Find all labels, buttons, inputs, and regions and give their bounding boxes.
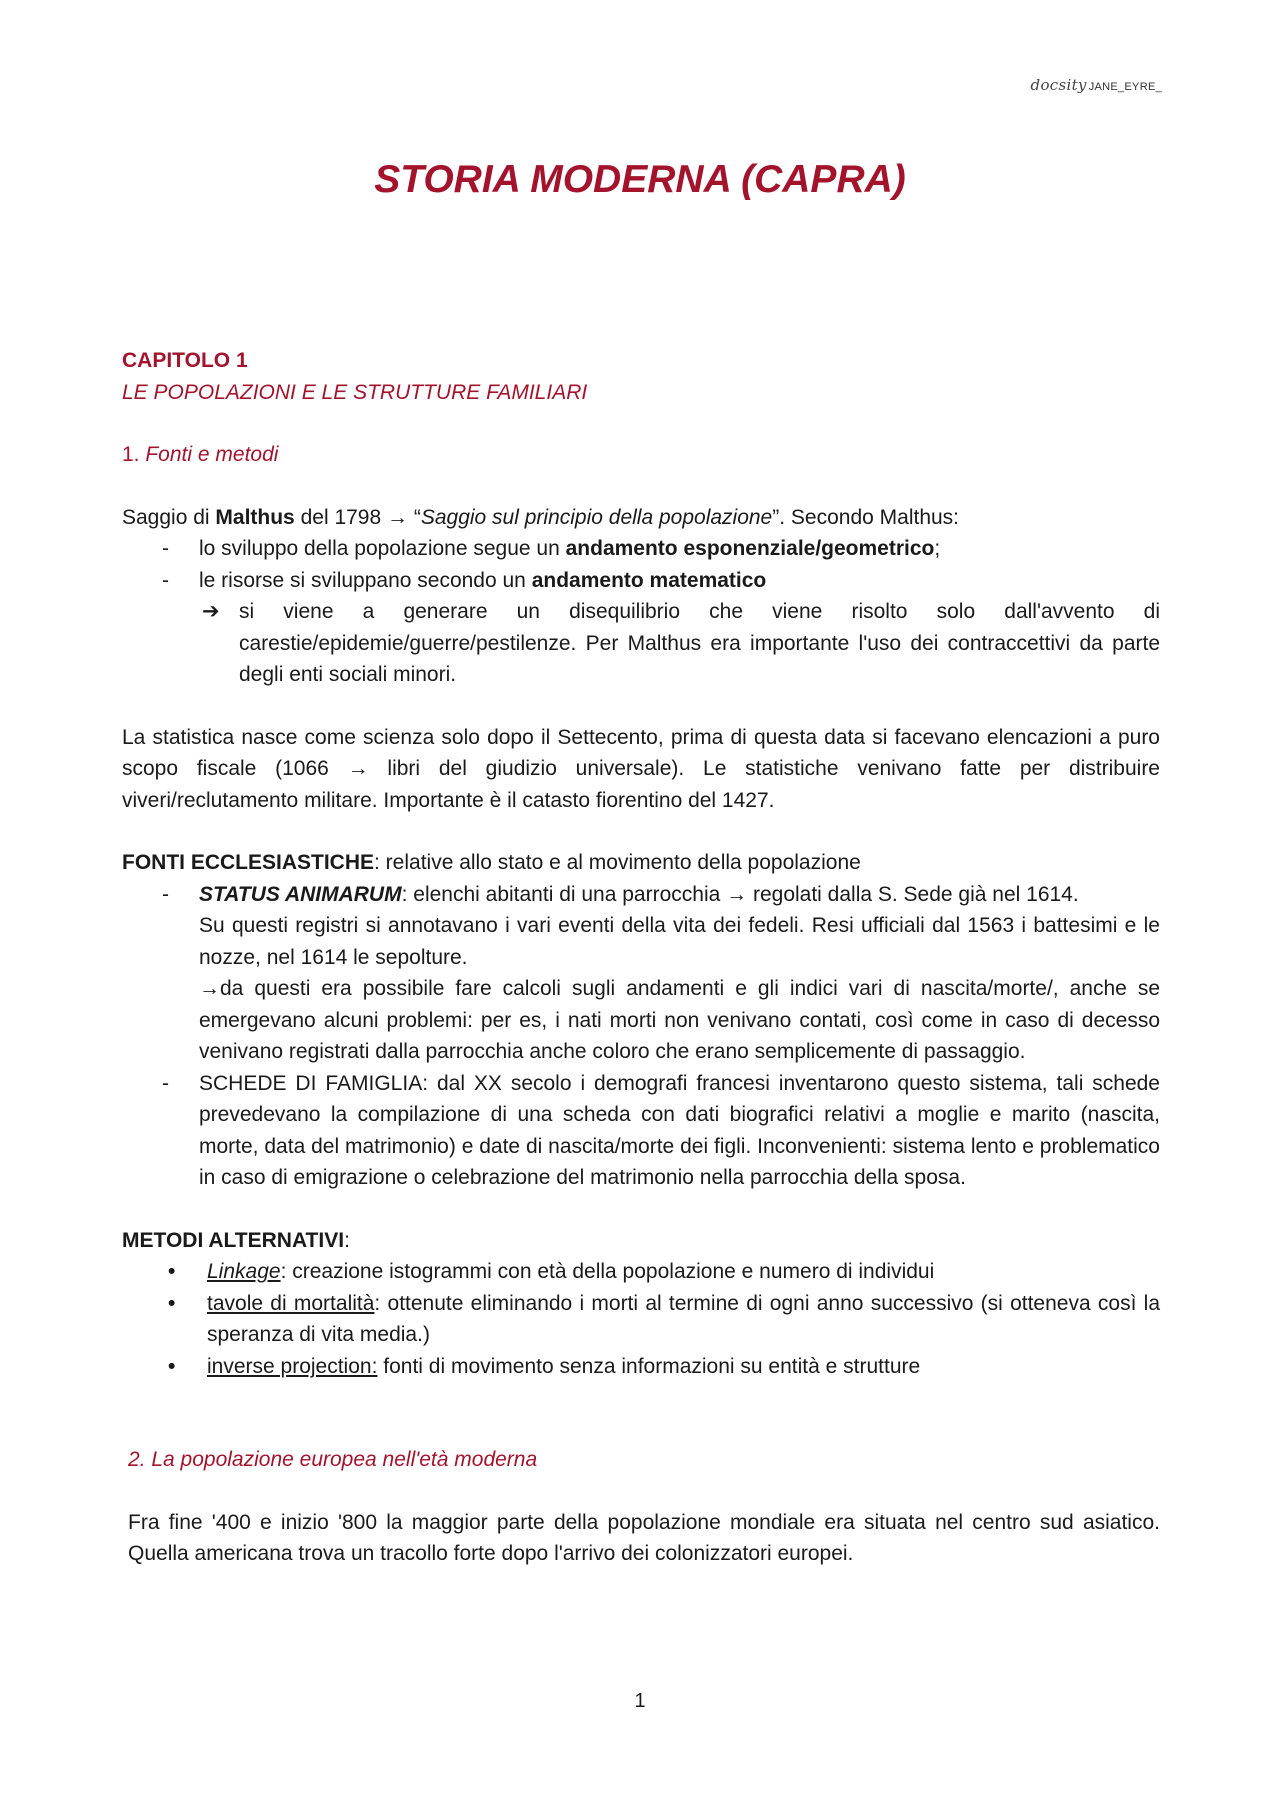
document-body bbox=[122, 345, 1160, 1570]
list-item: - SCHEDE DI FAMIGLIA: dal XX secolo i demografi francesi inventarono questo sistema, tali schede prevedevano la compilazione di una scheda con dati biografici relativi a moglie e marito (nascita, morte, data del matrimonio) e date di nascita/morte dei figli. Inconvenienti: sistema lento e problematico in caso di emigrazione o celebrazione del matrimonio nella parrocchia della sposa. bbox=[122, 1068, 1160, 1194]
document-title: STORIA MODERNA (CAPRA) bbox=[374, 158, 906, 201]
dash-marker: - bbox=[162, 537, 169, 560]
arrow-icon: ➔ bbox=[202, 600, 220, 623]
bullet-item: • Linkage: creazione istogrammi con età della popolazione e numero di individui bbox=[122, 1256, 1160, 1288]
bullet-icon: • bbox=[168, 1291, 176, 1315]
chapter-subtitle: LE POPOLAZIONI E LE STRUTTURE FAMILIARI bbox=[122, 380, 588, 404]
section-number: 1. bbox=[122, 443, 140, 466]
section-heading-2: 2. La popolazione europea nell'età moderna bbox=[128, 1448, 538, 1471]
docsity-logo bbox=[1031, 76, 1162, 94]
uploader-name: JANE_EYRE_ bbox=[1088, 81, 1162, 93]
malthus-paragraph: Saggio di Malthus del 1798 → “Saggio sul principio della popolazione”. Secondo Malthus: bbox=[122, 505, 960, 529]
dash-marker: - bbox=[162, 1071, 169, 1095]
sub-list-item: ➔ si viene a generare un disequilibrio che viene risolto solo dall'avvento di carestie/epidemie/guerre/pestilenze. Per Malthus era importante l'uso dei contraccettivi da parte degli enti sociali minori. bbox=[122, 596, 1160, 691]
dash-marker: - bbox=[162, 882, 169, 906]
population-paragraph: Fra fine '400 e inizio '800 la maggior parte della popolazione mondiale era situata nel centro sud asiatico. Quella americana trova un tracollo forte dopo l'arrivo dei colonizzatori europei. bbox=[128, 1510, 1160, 1565]
list-item: - le risorse si sviluppano secondo un andamento matematico bbox=[122, 565, 1160, 597]
chapter-label: CAPITOLO 1 bbox=[122, 349, 248, 372]
bullet-icon: • bbox=[168, 1354, 176, 1378]
fonti-heading: FONTI ECCLESIASTICHE: relative allo stato e al movimento della popolazione bbox=[122, 851, 861, 874]
bullet-item: • inverse projection: fonti di movimento senza informazioni su entità e strutture bbox=[122, 1351, 1160, 1383]
page-number: 1 bbox=[634, 1690, 646, 1712]
docsity-logo-mark: docsity bbox=[1030, 76, 1087, 94]
statistics-paragraph: La statistica nasce come scienza solo dopo il Settecento, prima di questa data si facevano elencazioni a puro scopo fiscale (1066 → libri del giudizio universale). Le statistiche venivano fatte per distribuire viveri/reclutamento militare. Importante è il catasto fiorentino del 1427. bbox=[122, 725, 1160, 812]
dash-marker: - bbox=[162, 568, 169, 592]
section-title: Fonti e metodi bbox=[145, 443, 279, 466]
list-item: - lo sviluppo della popolazione segue un andamento esponenziale/geometrico; bbox=[122, 533, 1160, 565]
list-item: - STATUS ANIMARUM: elenchi abitanti di una parrocchia → regolati dalla S. Sede già nel 1614. Su questi registri si annotavano i vari eventi della vita dei fedeli. Resi ufficiali dal 1563 i battesimi e le nozze, nel 1614 le sepolture. →da questi era possibile fare calcoli sugli andamenti e gli indici vari di nascita/morte/, anche se emergevano alcuni problemi: per es, i nati morti non venivano contati, così come in caso di decesso venivano registrati dalla parrocchia anche coloro che erano semplicemente di passaggio. bbox=[122, 879, 1160, 1068]
metodi-heading: METODI ALTERNATIVI: bbox=[122, 1228, 350, 1252]
bullet-item: • tavole di mortalità: ottenute eliminando i morti al termine di ogni anno successivo (si otteneva così la speranza di vita media.) bbox=[122, 1288, 1160, 1351]
bullet-icon: • bbox=[168, 1260, 176, 1283]
section-heading-1 bbox=[122, 439, 1160, 471]
